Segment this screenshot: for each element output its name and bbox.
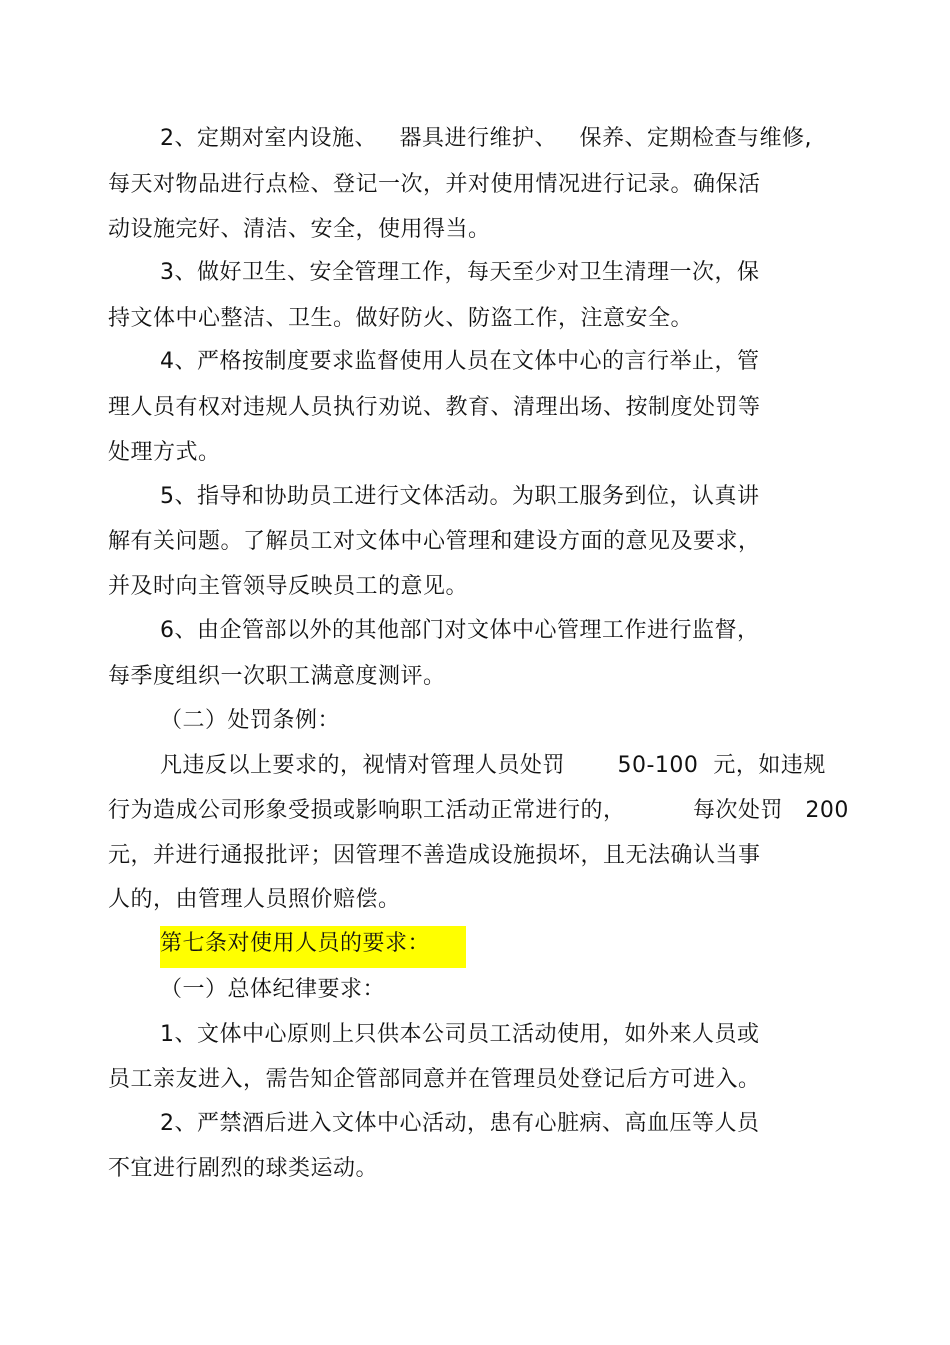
article-heading: 第七条对使用人员的要求： — [160, 926, 466, 960]
paragraph-line: 人的，由管理人员照价赔偿。 — [108, 887, 401, 912]
section-heading: （二）处罚条例： — [160, 708, 341, 733]
paragraph-line: 理人员有权对违规人员执行劝说、教育、清理出场、按制度处罚等 — [108, 395, 761, 420]
paragraph-line: 不宜进行剧烈的球类运动。 — [108, 1156, 379, 1181]
paragraph-line: 动设施完好、清洁、安全，使用得当。 — [108, 217, 491, 242]
section-heading: （一）总体纪律要求： — [160, 977, 386, 1002]
paragraph-line: 4、严格按制度要求监督使用人员在文体中心的言行举止，管 — [160, 349, 760, 374]
paragraph-line: 元，并进行通报批评；因管理不善造成设施损坏，且无法确认当事 — [108, 843, 761, 868]
paragraph-line: 处理方式。 — [108, 440, 221, 465]
paragraph-line: 持文体中心整洁、卫生。做好防火、防盗工作，注意安全。 — [108, 306, 694, 331]
paragraph-line: 行为造成公司形象受损或影响职工活动正常进行的， 每次处罚 200 — [108, 798, 849, 823]
paragraph-line: 员工亲友进入，需告知企管部同意并在管理员处登记后方可进入。 — [108, 1067, 761, 1092]
paragraph-line: 5、指导和协助员工进行文体活动。为职工服务到位，认真讲 — [160, 484, 760, 509]
paragraph-line: 凡违反以上要求的，视情对管理人员处罚 50-100 元，如违规 — [160, 753, 826, 778]
paragraph-line: 3、做好卫生、安全管理工作，每天至少对卫生清理一次，保 — [160, 260, 760, 285]
paragraph-line: 每季度组织一次职工满意度测评。 — [108, 664, 446, 689]
paragraph-line: 并及时向主管领导反映员工的意见。 — [108, 574, 469, 599]
paragraph-line: 6、由企管部以外的其他部门对文体中心管理工作进行监督， — [160, 618, 760, 643]
paragraph-line: 解有关问题。了解员工对文体中心管理和建设方面的意见及要求， — [108, 529, 761, 554]
paragraph-line: 1、文体中心原则上只供本公司员工活动使用，如外来人员或 — [160, 1022, 760, 1047]
paragraph-line: 每天对物品进行点检、登记一次，并对使用情况进行记录。确保活 — [108, 172, 761, 197]
paragraph-line: 2、严禁酒后进入文体中心活动，患有心脏病、高血压等人员 — [160, 1111, 760, 1136]
paragraph-line: 2、定期对室内设施、 器具进行维护、 保养、定期检查与维修, — [160, 126, 812, 151]
